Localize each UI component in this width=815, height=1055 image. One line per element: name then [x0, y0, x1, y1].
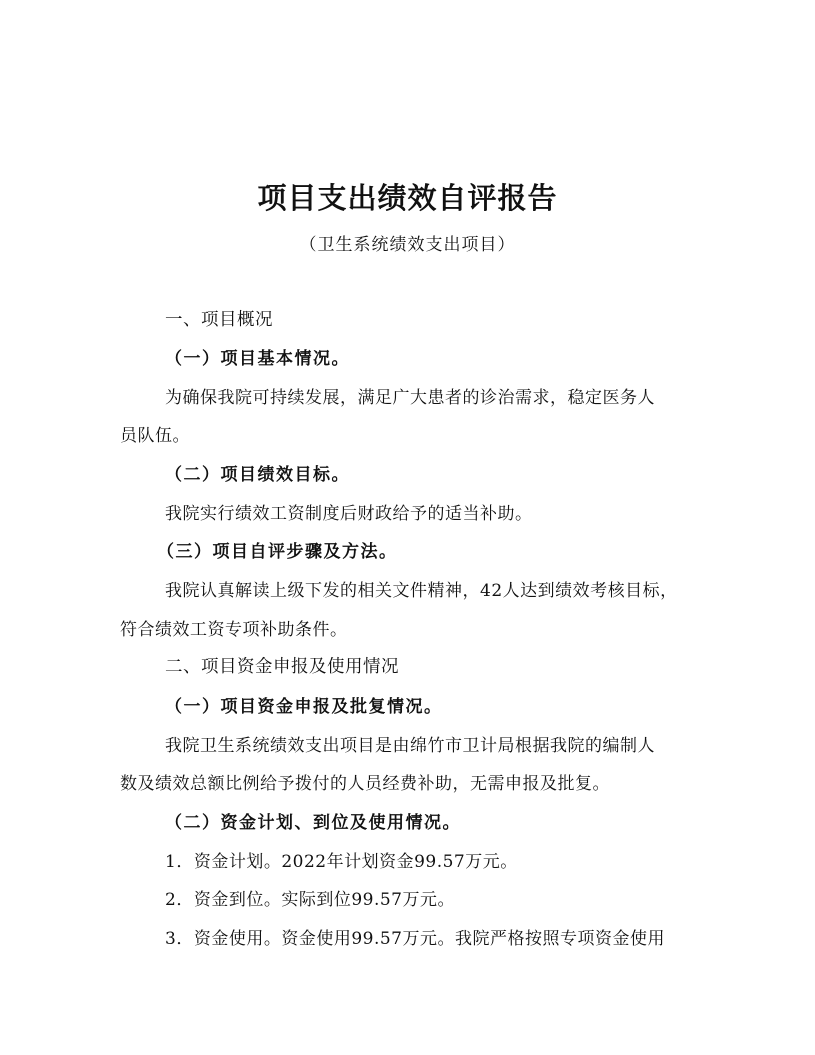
- section-heading-funds: 二、项目资金申报及使用情况: [165, 657, 399, 677]
- paragraph-line: 我院认真解读上级下发的相关文件精神，42人达到绩效考核目标，: [165, 581, 678, 601]
- paragraph-line: 我院卫生系统绩效支出项目是由绵竹市卫计局根据我院的编制人: [165, 736, 655, 756]
- list-item-fund-plan: 1．资金计划。2022年计划资金99.57万元。: [165, 852, 518, 872]
- paragraph-line: 我院实行绩效工资制度后财政给予的适当补助。: [165, 504, 533, 524]
- subsection-heading-performance-goal: （二）项目绩效目标。: [165, 465, 350, 485]
- paragraph-line: 数及绩效总额比例给予拨付的人员经费补助，无需申报及批复。: [120, 774, 610, 794]
- subsection-heading-application: （一）项目资金申报及批复情况。: [165, 697, 443, 717]
- section-heading-overview: 一、项目概况: [165, 310, 273, 330]
- document-title: 项目支出绩效自评报告: [257, 181, 558, 215]
- paragraph-line: 为确保我院可持续发展，满足广大患者的诊治需求，稳定医务人: [165, 388, 655, 408]
- document-subtitle: （卫生系统绩效支出项目）: [299, 235, 516, 255]
- list-item-fund-arrival: 2．资金到位。实际到位99.57万元。: [165, 890, 455, 910]
- subsection-heading-fund-plan: （二）资金计划、到位及使用情况。: [165, 813, 461, 833]
- paragraph-line: 符合绩效工资专项补助条件。: [120, 620, 348, 640]
- subsection-heading-basic-info: （一）项目基本情况。: [165, 349, 350, 369]
- paragraph-line: 员队伍。: [120, 426, 190, 446]
- list-item-fund-usage: 3．资金使用。资金使用99.57万元。我院严格按照专项资金使用: [165, 929, 665, 949]
- subsection-heading-self-evaluation: （三）项目自评步骤及方法。: [157, 542, 398, 562]
